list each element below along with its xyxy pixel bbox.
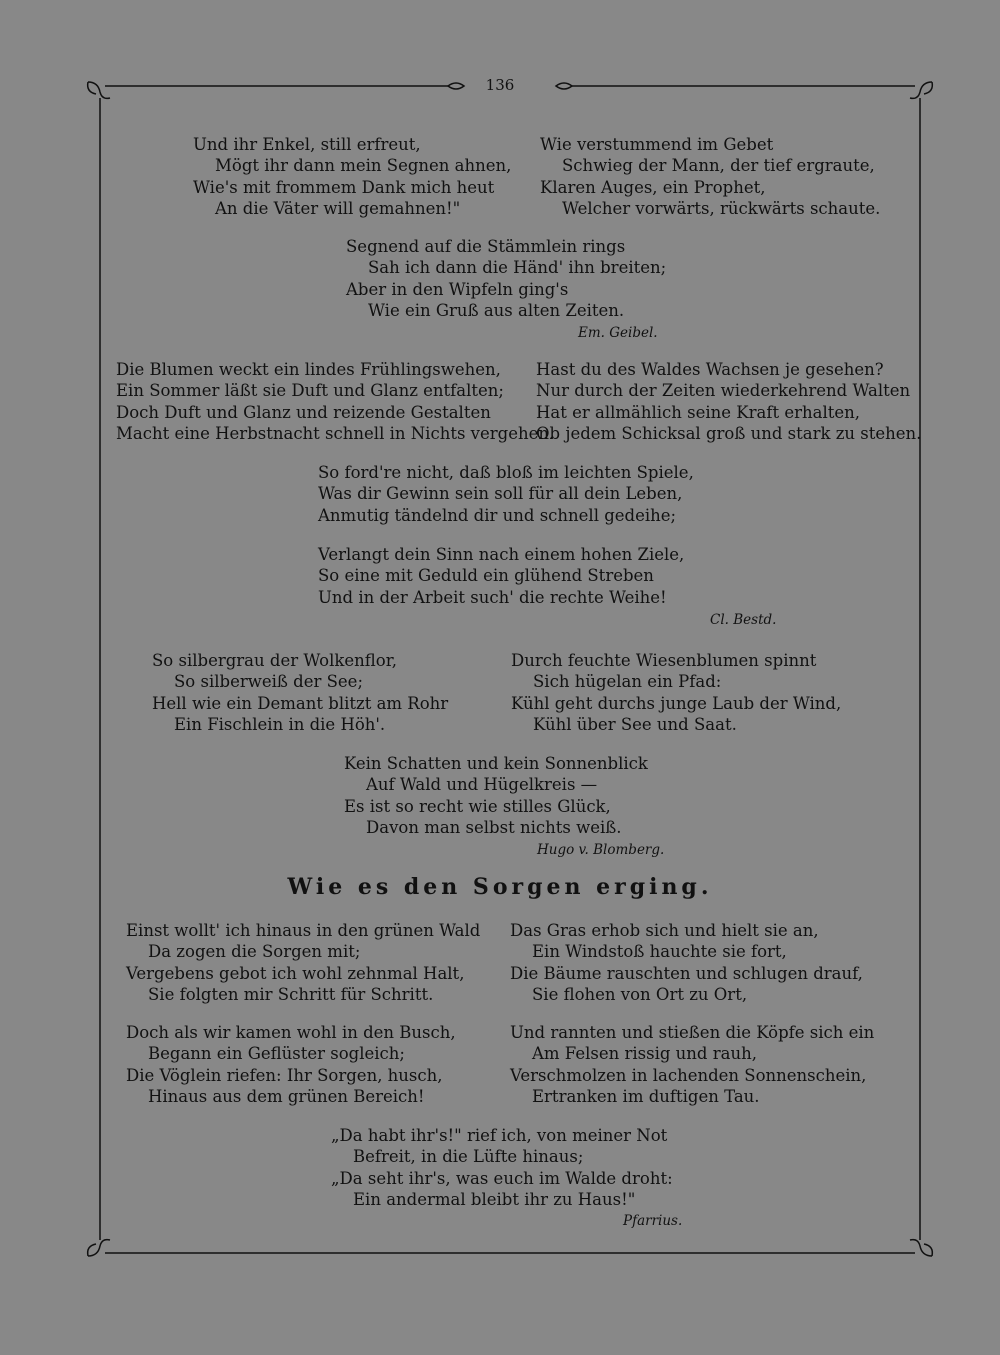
verse-line: Und in der Arbeit such' die rechte Weihe! — [318, 587, 667, 607]
verse-line: Hast du des Waldes Wachsen je gesehen? — [536, 360, 884, 379]
verse-line: Kein Schatten und kein Sonnenblick — [344, 754, 648, 773]
verse-line: Segnend auf die Stämmlein rings — [346, 237, 626, 256]
verse-line: Ein Sommer läßt sie Duft und Glanz entfalten; — [116, 381, 504, 401]
verse-line: So silbergrau der Wolkenflor, — [152, 651, 398, 670]
verse-line: „Da seht ihr's, was euch im Walde droht: — [331, 1168, 673, 1188]
verse-line: So silberweiß der See; — [174, 672, 364, 692]
verse-line: So ford're nicht, daß bloß im leichten Spiele, — [318, 463, 694, 482]
page-number: 136 — [485, 76, 515, 94]
verse-line: Da zogen die Sorgen mit; — [148, 942, 361, 962]
poem2-center-stanza-1 — [318, 462, 694, 526]
verse-line: Ein Windstoß hauchte sie fort, — [532, 942, 787, 962]
poem2-center-stanza-2 — [318, 544, 684, 608]
verse-line: „Da habt ihr's!" rief ich, von meiner Not — [331, 1126, 668, 1145]
verse-line: Und rannten und stießen die Köpfe sich ein — [510, 1023, 875, 1042]
verse-line: Macht eine Herbstnacht schnell in Nichts vergehen. — [116, 423, 555, 443]
verse-line: Und ihr Enkel, still erfreut, — [193, 135, 421, 154]
verse-line: Klaren Auges, ein Prophet, — [540, 177, 766, 197]
verse-line: Die Blumen weckt ein lindes Frühlingswehen, — [116, 360, 501, 379]
verse-line: Sah ich dann die Händ' ihn breiten; — [368, 258, 667, 278]
poem1-right-stanza — [540, 134, 880, 219]
verse-line: Ein Fischlein in die Höh'. — [174, 714, 386, 734]
poem3-left-stanza — [152, 650, 448, 735]
verse-line: Kühl über See und Saat. — [533, 714, 737, 734]
verse-line: Am Felsen rissig und rauh, — [532, 1044, 757, 1064]
verse-line: Davon man selbst nichts weiß. — [366, 817, 622, 837]
verse-line: Doch als wir kamen wohl in den Busch, — [126, 1023, 456, 1042]
verse-line: Sie flohen von Ort zu Ort, — [532, 984, 748, 1004]
poem2-author: Cl. Bestd. — [710, 612, 777, 628]
verse-line: Hinaus aus dem grünen Bereich! — [148, 1086, 425, 1106]
verse-line: Sie folgten mir Schritt für Schritt. — [148, 984, 434, 1004]
verse-line: Auf Wald und Hügelkreis — — [366, 775, 598, 795]
verse-line: Was dir Gewinn sein soll für all dein Leben, — [318, 484, 683, 504]
verse-line: Doch Duft und Glanz und reizende Gestalten — [116, 402, 491, 422]
verse-line: An die Väter will gemahnen!" — [215, 198, 461, 218]
verse-line: Einst wollt' ich hinaus in den grünen Wald — [126, 921, 481, 940]
poem4-author: Pfarrius. — [623, 1213, 683, 1229]
verse-line: Es ist so recht wie stilles Glück, — [344, 796, 611, 816]
poem3-right-stanza — [511, 650, 841, 735]
verse-line: Anmutig tändelnd dir und schnell gedeihe; — [318, 505, 677, 525]
verse-line: Vergebens gebot ich wohl zehnmal Halt, — [126, 963, 465, 983]
poem3-author: Hugo v. Blomberg. — [537, 842, 665, 858]
poem4-stanza-1-right — [510, 920, 863, 1005]
poem4-stanza-2-left — [126, 1022, 456, 1107]
poem3-center-stanza — [344, 753, 648, 838]
verse-line: Hat er allmählich seine Kraft erhalten, — [536, 402, 861, 422]
verse-line: Wie ein Gruß aus alten Zeiten. — [368, 300, 625, 320]
poem4-center-stanza — [331, 1125, 673, 1210]
verse-line: Ertranken im duftigen Tau. — [532, 1086, 760, 1106]
poem1-center-stanza — [346, 236, 666, 321]
verse-line: Befreit, in die Lüfte hinaus; — [353, 1147, 584, 1167]
verse-line: Mögt ihr dann mein Segnen ahnen, — [215, 156, 512, 176]
verse-line: Ein andermal bleibt ihr zu Haus!" — [353, 1189, 636, 1209]
poem1-author: Em. Geibel. — [578, 325, 658, 341]
verse-line: Aber in den Wipfeln ging's — [346, 279, 569, 299]
poem1-left-stanza — [193, 134, 511, 219]
poem4-stanza-2-right — [510, 1022, 874, 1107]
verse-line: Ob jedem Schicksal groß und stark zu stehen. — [536, 423, 922, 443]
verse-line: Welcher vorwärts, rückwärts schaute. — [562, 198, 881, 218]
verse-line: So eine mit Geduld ein glühend Streben — [318, 566, 654, 586]
poem2-left-stanza — [116, 359, 554, 444]
verse-line: Die Bäume rauschten und schlugen drauf, — [510, 963, 863, 983]
verse-line: Durch feuchte Wiesenblumen spinnt — [511, 651, 817, 670]
verse-line: Sich hügelan ein Pfad: — [533, 672, 722, 692]
verse-line: Begann ein Geflüster sogleich; — [148, 1044, 405, 1064]
verse-line: Nur durch der Zeiten wiederkehrend Walten — [536, 381, 911, 401]
verse-line: Kühl geht durchs junge Laub der Wind, — [511, 693, 842, 713]
poem4-stanza-1-left — [126, 920, 480, 1005]
verse-line: Wie's mit frommem Dank mich heut — [193, 177, 495, 197]
verse-line: Wie verstummend im Gebet — [540, 135, 774, 154]
verse-line: Hell wie ein Demant blitzt am Rohr — [152, 693, 449, 713]
poem4-title: Wie es den Sorgen erging. — [287, 874, 713, 900]
verse-line: Die Vöglein riefen: Ihr Sorgen, husch, — [126, 1065, 443, 1085]
verse-line: Verschmolzen in lachenden Sonnenschein, — [510, 1065, 867, 1085]
verse-line: Das Gras erhob sich und hielt sie an, — [510, 921, 819, 940]
verse-line: Verlangt dein Sinn nach einem hohen Ziele, — [318, 545, 685, 564]
verse-line: Schwieg der Mann, der tief ergraute, — [562, 156, 875, 176]
poem2-right-stanza — [536, 359, 921, 444]
